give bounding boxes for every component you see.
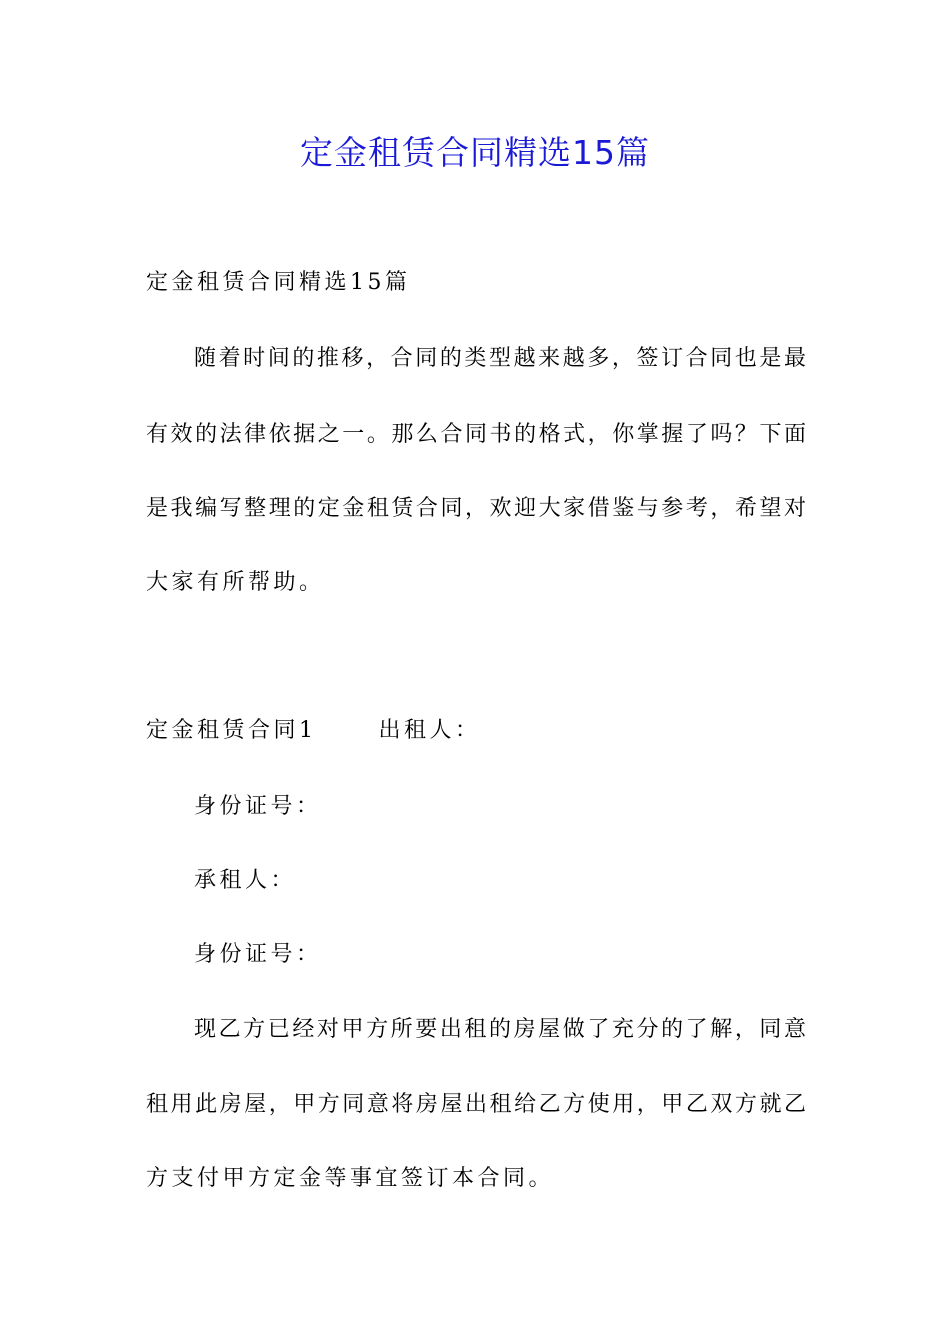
section-heading: 定金租赁合同1 [146, 718, 317, 743]
intro-line-4: 大家有所帮助。 [146, 570, 325, 595]
document-subtitle: 定金租赁合同精选15篇 [146, 270, 411, 295]
section-heading-row [146, 716, 806, 746]
lessee-label: 承租人： [194, 868, 297, 893]
lessor-id-label: 身份证号： [194, 794, 322, 819]
intro-line-1: 随着时间的推移，合同的类型越来越多，签订合同也是最 [194, 346, 806, 371]
document-title: 定金租赁合同精选15篇 [300, 133, 650, 172]
paragraph-line-2: 租用此房屋，甲方同意将房屋出租给乙方使用，甲乙双方就乙 [146, 1092, 806, 1117]
lessee-id-label: 身份证号： [194, 942, 322, 967]
intro-line-2: 有效的法律依据之一。那么合同书的格式，你掌握了吗？下面 [146, 422, 806, 447]
intro-line-3: 是我编写整理的定金租赁合同，欢迎大家借鉴与参考，希望对 [146, 496, 806, 521]
paragraph-line-1: 现乙方已经对甲方所要出租的房屋做了充分的了解，同意 [194, 1017, 806, 1042]
paragraph-line-3: 方支付甲方定金等事宜签订本合同。 [146, 1166, 555, 1191]
lessor-label: 出租人： [378, 718, 481, 743]
